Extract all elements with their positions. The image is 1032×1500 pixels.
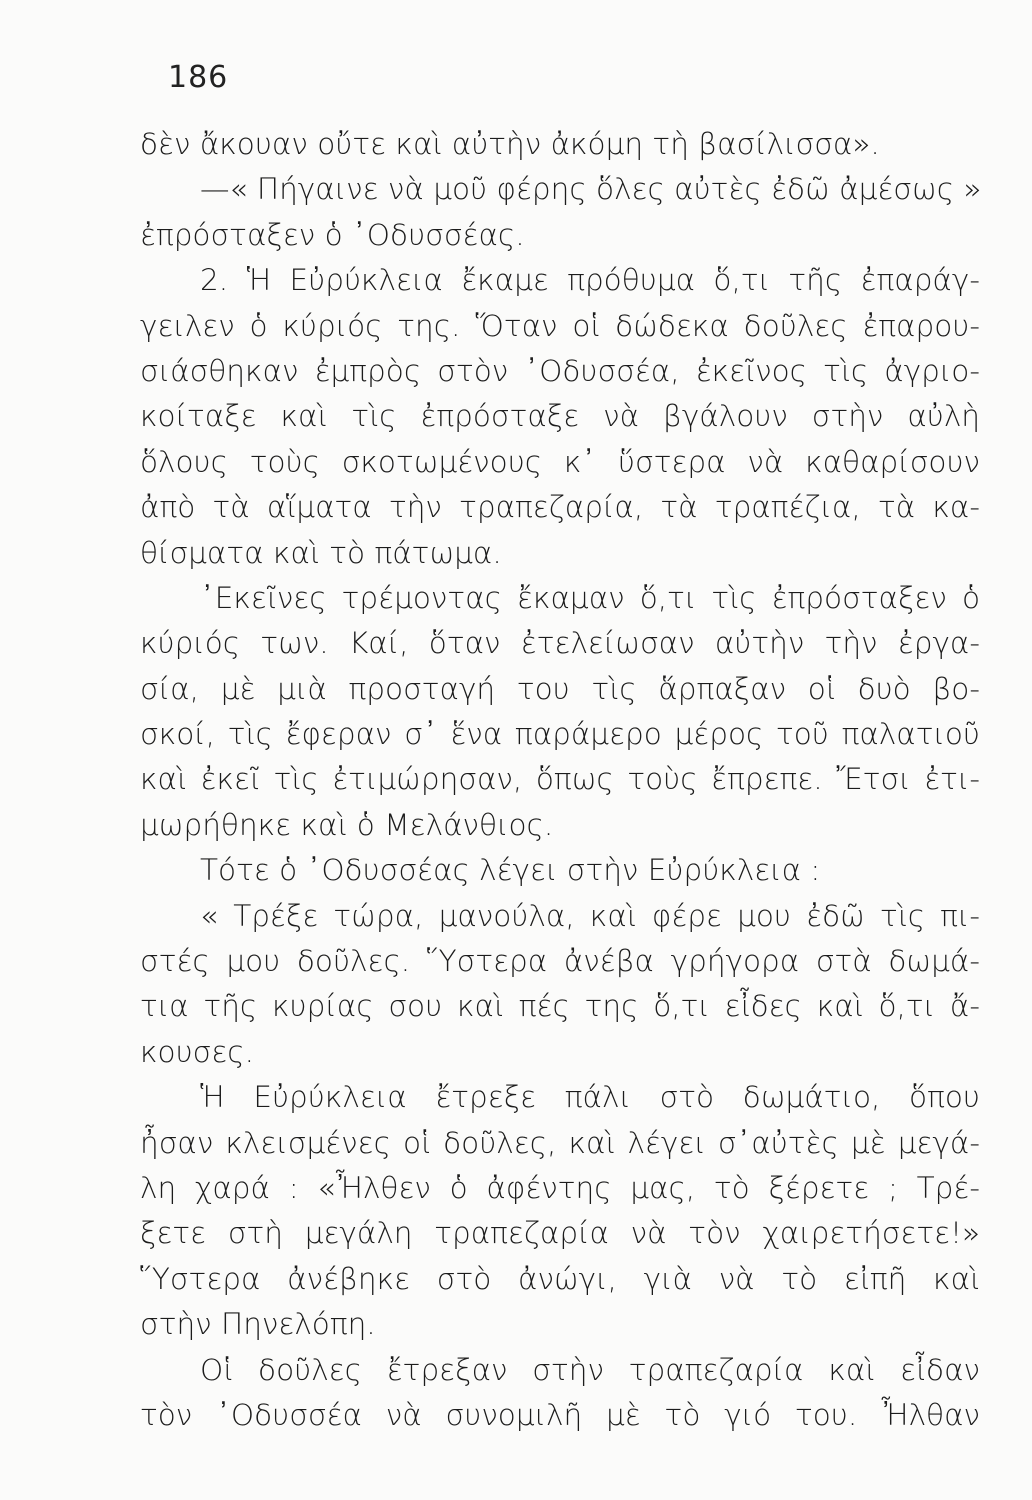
text-line: Τότε ὁ ᾿Οδυσσέας λέγει στὴν Εὐρύκλεια : [200,853,821,888]
text-line: ὅλους τοὺς σκοτωμένους κ᾿ ὕστερα νὰ καθαρίσουν [140,444,980,479]
text-line: Οἱ δοῦλες ἔτρεξαν στὴν τραπεζαρία καὶ εἶδαν [200,1352,980,1387]
text-line: Ὕστερα ἀνέβηκε στὸ ἀνώγι, γιὰ νὰ τὸ εἰπῆ καὶ [140,1261,980,1296]
text-line: Ἡ Εὐρύκλεια ἔτρεξε πάλι στὸ δωμάτιο, ὅπου [200,1080,980,1115]
text-line: κουσες. [140,1034,254,1069]
text-line: τια τῆς κυρίας σου καὶ πές της ὅ,τι εἶδες καὶ ὅ,τι ἄ- [140,989,980,1024]
text-line: λη χαρά : «Ἦλθεν ὁ ἀφέντης μας, τὸ ξέρετε ; Τρέ- [140,1170,980,1205]
text-line: ἐπρόσταξεν ὁ ᾿Οδυσσέας. [140,217,525,252]
text-line: κύριός των. Καί, ὅταν ἐτελείωσαν αὐτὴν τὴν ἐργα- [140,626,980,661]
text-line: « Τρέξε τώρα, μανούλα, καὶ φέρε μου ἐδῶ τὶς πι- [200,898,980,933]
text-line: ᾿Εκεῖνες τρέμοντας ἔκαμαν ὅ,τι τὶς ἐπρόσταξεν ὁ [200,580,980,615]
text-line: σία, μὲ μιὰ προσταγή του τὶς ἅρπαξαν οἱ δυὸ βο- [140,671,980,706]
text-line: στὴν Πηνελόπη. [140,1307,376,1342]
text-line: ἦσαν κλεισμένες οἱ δοῦλες, καὶ λέγει σ᾿αὐτὲς μὲ μεγά- [140,1125,980,1160]
text-line: ἀπὸ τὰ αἵματα τὴν τραπεζαρία, τὰ τραπέζια, τὰ κα- [140,490,980,525]
text-line: καὶ ἐκεῖ τὶς ἐτιμώρησαν, ὅπως τοὺς ἔπρεπε. Ἔτσι ἐτι- [140,762,980,797]
text-line: ξετε στὴ μεγάλη τραπεζαρία νὰ τὸν χαιρετήσετε!» [140,1216,980,1251]
text-line: μωρήθηκε καὶ ὁ Μελάνθιος. [140,807,554,842]
text-line: 2. Ἡ Εὐρύκλεια ἔκαμε πρόθυμα ὅ,τι τῆς ἐπαράγ- [200,263,980,298]
text-line: γειλεν ὁ κύριός της. Ὅταν οἱ δώδεκα δοῦλες ἐπαρου- [140,308,980,343]
body-text [140,122,980,1438]
text-line: δὲν ἄκουαν οὔτε καὶ αὐτὴν ἀκόμη τὴ βασίλισσα». [140,127,880,161]
text-line: σκοί, τὶς ἔφεραν σ᾿ ἕνα παράμερο μέρος τοῦ παλατιοῦ [140,717,980,752]
text-line: κοίταξε καὶ τὶς ἐπρόσταξε νὰ βγάλουν στὴν αὐλὴ [140,399,980,434]
text-line: τὸν ᾿Οδυσσέα νὰ συνομιλῆ μὲ τὸ γιό του. Ἦλθαν [140,1397,980,1432]
text-line: —« Πήγαινε νὰ μοῦ φέρης ὅλες αὐτὲς ἐδῶ ἀμέσως » [200,172,982,207]
page-number: 186 [168,60,229,95]
text-line: στές μου δοῦλες. Ὕστερα ἀνέβα γρήγορα στὰ δωμά- [140,944,980,979]
text-line: θίσματα καὶ τὸ πάτωμα. [140,535,502,570]
text-line: σιάσθηκαν ἐμπρὸς στὸν ᾿Οδυσσέα, ἐκεῖνος τὶς ἀγριο- [140,353,980,388]
